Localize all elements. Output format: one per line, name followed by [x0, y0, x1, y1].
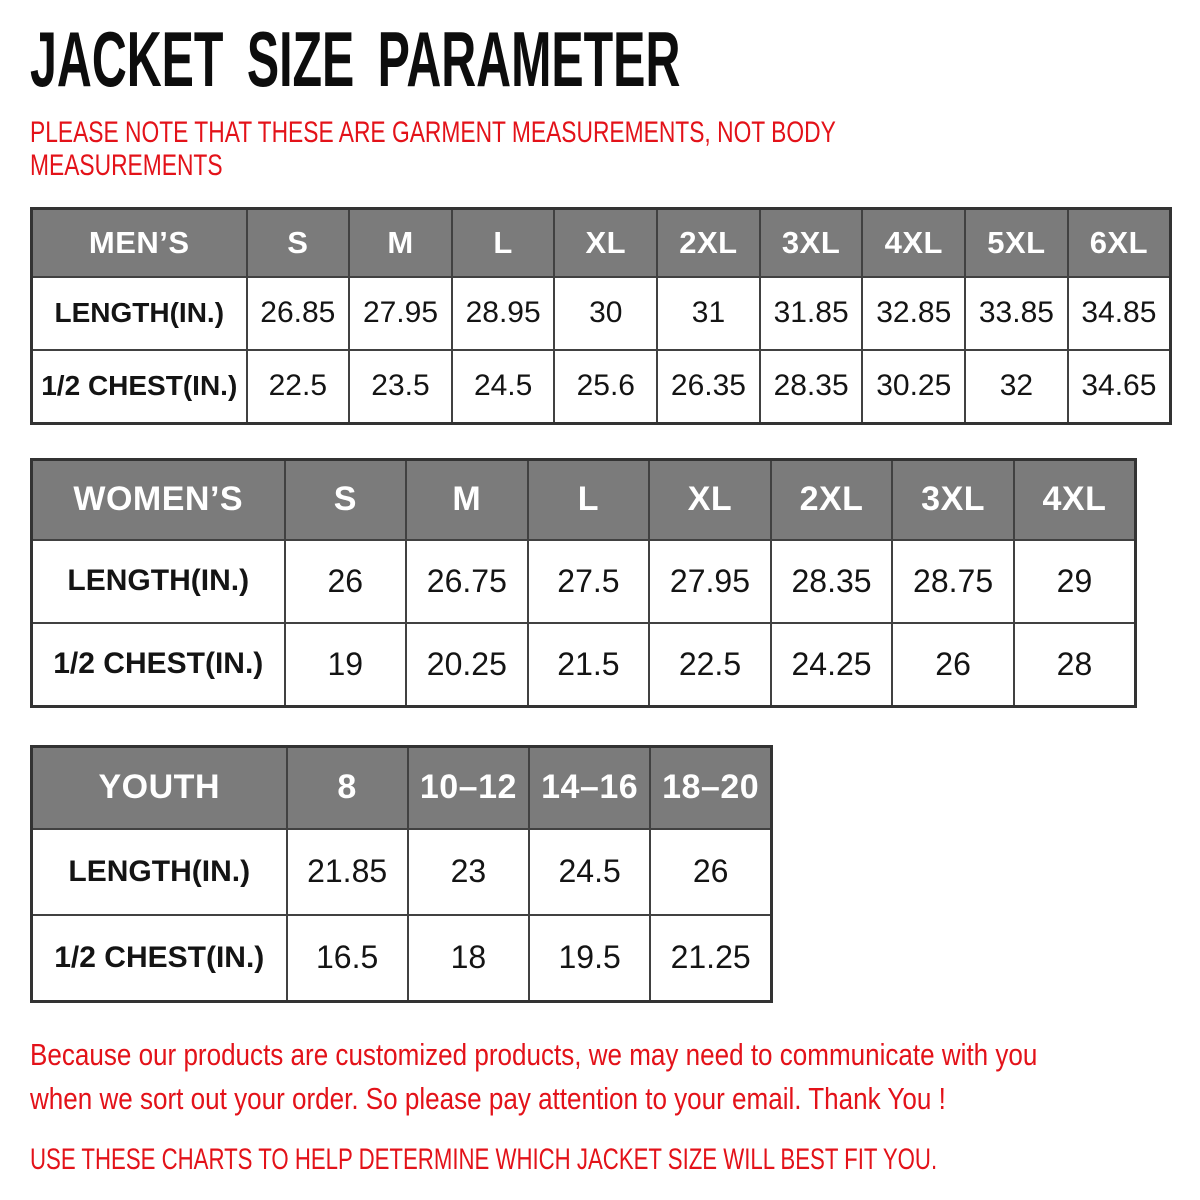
measurement-row	[32, 350, 1171, 424]
measurement-value-cell: 19.5	[529, 915, 650, 1002]
measurement-value-cell: 20.25	[406, 623, 528, 707]
note-line-1: PLEASE NOTE THAT THESE ARE GARMENT MEASUREMENTS, NOT BODY	[30, 115, 836, 149]
measurement-value-cell: 31.85	[760, 277, 863, 350]
row-label-cell: LENGTH(IN.)	[32, 829, 287, 915]
measurement-value-cell: 22.5	[247, 350, 350, 424]
youth-group-header-cell: YOUTH	[32, 746, 287, 829]
measurement-value-cell: 26.75	[406, 540, 528, 623]
measurement-value-cell: 28	[1014, 623, 1136, 707]
size-column-header: 5XL	[965, 208, 1068, 277]
measurement-value-cell: 27.95	[349, 277, 452, 350]
measurement-value-cell: 29	[1014, 540, 1136, 623]
size-column-header: 14–16	[529, 746, 650, 829]
youth-size-table	[30, 745, 773, 1003]
measurement-value-cell: 32.85	[862, 277, 965, 350]
measurement-value-cell: 24.25	[771, 623, 893, 707]
size-column-header: 2XL	[657, 208, 760, 277]
measurement-value-cell: 23.5	[349, 350, 452, 424]
size-column-header: M	[406, 459, 528, 540]
note-line-2: MEASUREMENTS	[30, 149, 223, 183]
measurement-value-cell: 27.5	[528, 540, 650, 623]
measurement-value-cell: 33.85	[965, 277, 1068, 350]
youth-header-row	[32, 746, 772, 829]
size-column-header: 6XL	[1068, 208, 1171, 277]
measurement-value-cell: 24.5	[452, 350, 555, 424]
notice-line-2: when we sort out your order. So please pay attention to your email. Thank You !	[30, 1080, 946, 1116]
measurement-row	[32, 623, 1136, 707]
row-label-cell: 1/2 CHEST(IN.)	[32, 350, 247, 424]
measurement-value-cell: 34.65	[1068, 350, 1171, 424]
size-column-header: 4XL	[1014, 459, 1136, 540]
womens-group-header-cell: WOMEN’S	[32, 459, 285, 540]
measurement-value-cell: 30.25	[862, 350, 965, 424]
measurement-value-cell: 22.5	[649, 623, 771, 707]
measurement-value-cell: 25.6	[554, 350, 657, 424]
row-label-cell: LENGTH(IN.)	[32, 277, 247, 350]
measurement-value-cell: 28.75	[892, 540, 1014, 623]
mens-header-row	[32, 208, 1171, 277]
size-column-header: L	[528, 459, 650, 540]
measurement-value-cell: 31	[657, 277, 760, 350]
measurement-value-cell: 18	[408, 915, 529, 1002]
measurement-value-cell: 34.85	[1068, 277, 1171, 350]
measurement-row	[32, 829, 772, 915]
measurement-row	[32, 540, 1136, 623]
womens-header-row	[32, 459, 1136, 540]
measurement-value-cell: 19	[285, 623, 407, 707]
womens-size-table	[30, 458, 1137, 708]
size-column-header: 3XL	[760, 208, 863, 277]
measurement-value-cell: 27.95	[649, 540, 771, 623]
size-column-header: 2XL	[771, 459, 893, 540]
measurement-value-cell: 24.5	[529, 829, 650, 915]
row-label-cell: 1/2 CHEST(IN.)	[32, 623, 285, 707]
mens-group-header-cell: MEN’S	[32, 208, 247, 277]
measurement-value-cell: 21.5	[528, 623, 650, 707]
size-column-header: 4XL	[862, 208, 965, 277]
measurement-row	[32, 915, 772, 1002]
size-column-header: L	[452, 208, 555, 277]
size-column-header: 18–20	[650, 746, 771, 829]
size-column-header: XL	[554, 208, 657, 277]
mens-size-table	[30, 207, 1172, 425]
measurement-value-cell: 26	[892, 623, 1014, 707]
size-column-header: 10–12	[408, 746, 529, 829]
size-column-header: 8	[287, 746, 408, 829]
measurement-value-cell: 21.25	[650, 915, 771, 1002]
measurement-value-cell: 26	[650, 829, 771, 915]
measurement-value-cell: 28.35	[771, 540, 893, 623]
measurement-value-cell: 26.85	[247, 277, 350, 350]
measurement-value-cell: 30	[554, 277, 657, 350]
garment-measurement-note	[30, 116, 904, 183]
measurement-value-cell: 28.95	[452, 277, 555, 350]
notice-line-1: Because our products are customized products, we may need to communicate with you	[30, 1036, 1038, 1072]
row-label-cell: 1/2 CHEST(IN.)	[32, 915, 287, 1002]
measurement-row	[32, 277, 1171, 350]
measurement-value-cell: 32	[965, 350, 1068, 424]
measurement-value-cell: 26.35	[657, 350, 760, 424]
size-column-header: 3XL	[892, 459, 1014, 540]
measurement-value-cell: 23	[408, 829, 529, 915]
row-label-cell: LENGTH(IN.)	[32, 540, 285, 623]
measurement-value-cell: 16.5	[287, 915, 408, 1002]
measurement-value-cell: 28.35	[760, 350, 863, 424]
page-title: JACKET SIZE PARAMETER	[30, 15, 681, 103]
size-column-header: M	[349, 208, 452, 277]
measurement-value-cell: 26	[285, 540, 407, 623]
size-column-header: S	[285, 459, 407, 540]
measurement-value-cell: 21.85	[287, 829, 408, 915]
fit-guidance-note: USE THESE CHARTS TO HELP DETERMINE WHICH JACKET SIZE WILL BEST FIT YOU.	[30, 1142, 938, 1176]
size-column-header: XL	[649, 459, 771, 540]
size-column-header: S	[247, 208, 350, 277]
custom-order-notice	[30, 1033, 1038, 1121]
